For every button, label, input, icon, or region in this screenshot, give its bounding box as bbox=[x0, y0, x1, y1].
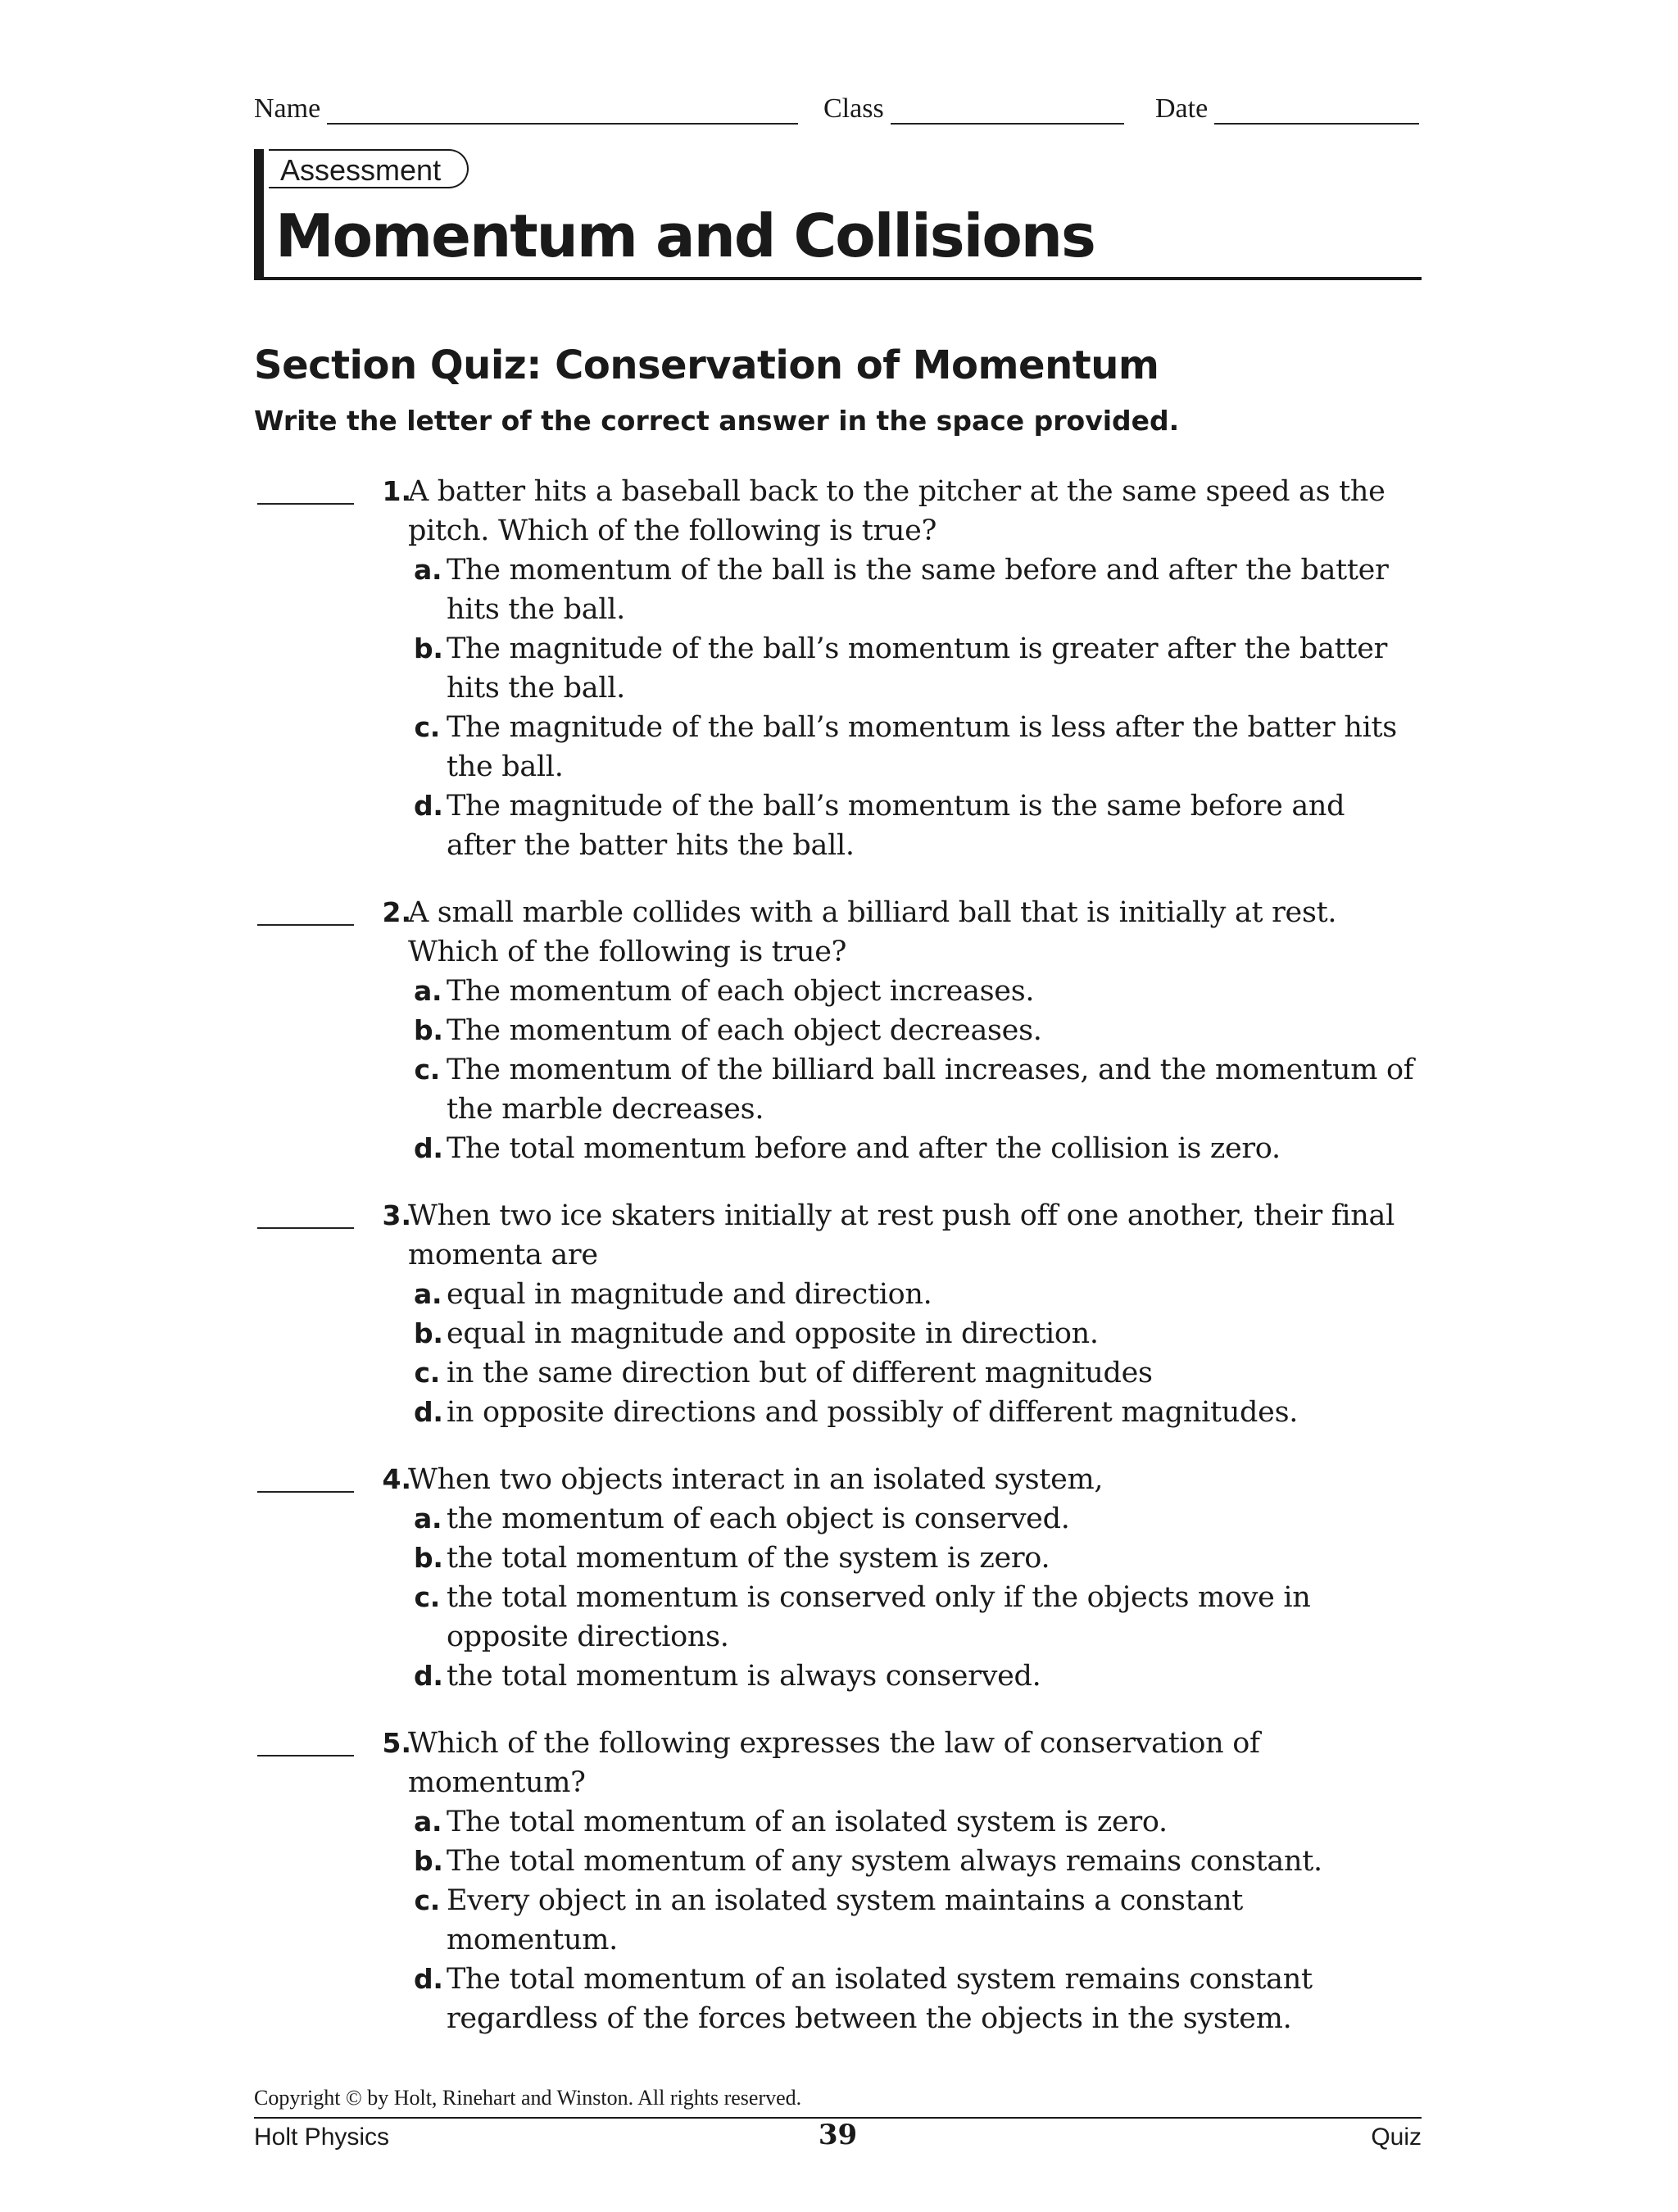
option-text: Every object in an isolated system maintains a constant momentum. bbox=[447, 1884, 1244, 1956]
question-number: 1. bbox=[382, 475, 411, 507]
class-line[interactable] bbox=[891, 92, 1124, 125]
answer-option bbox=[414, 1499, 1422, 1539]
option-letter: b. bbox=[414, 1845, 443, 1877]
option-text: The total momentum of any system always remains constant. bbox=[447, 1845, 1322, 1878]
answer-option bbox=[414, 1011, 1422, 1050]
option-text: The total momentum of an isolated system remains constant regardless of the forces between the objects in the system. bbox=[447, 1963, 1313, 2035]
answer-option bbox=[414, 1393, 1422, 1432]
date-line[interactable] bbox=[1214, 92, 1419, 125]
question-text: When two ice skaters initially at rest push off one another, their final momenta are bbox=[408, 1199, 1395, 1271]
worksheet-page bbox=[254, 0, 1422, 2212]
title-rule bbox=[264, 277, 1422, 280]
option-letter: c. bbox=[414, 1884, 440, 1916]
option-letter: c. bbox=[414, 1357, 440, 1389]
option-letter: c. bbox=[414, 1054, 440, 1086]
option-text: The momentum of the ball is the same before and after the batter hits the ball. bbox=[447, 554, 1389, 626]
question-item bbox=[254, 1724, 1422, 2038]
instructions: Write the letter of the correct answer in the space provided. bbox=[254, 405, 1180, 437]
answer-option bbox=[414, 1539, 1422, 1578]
answer-option bbox=[414, 1129, 1422, 1168]
option-text: equal in magnitude and direction. bbox=[447, 1278, 932, 1311]
option-text: The total momentum before and after the collision is zero. bbox=[447, 1132, 1281, 1165]
assessment-tag: Assessment bbox=[269, 149, 469, 188]
answer-option bbox=[414, 1275, 1422, 1314]
answer-option bbox=[414, 1578, 1422, 1657]
answer-option bbox=[414, 1960, 1422, 2038]
date-label: Date bbox=[1155, 93, 1209, 124]
option-text: the total momentum of the system is zero. bbox=[447, 1542, 1050, 1575]
option-text: in opposite directions and possibly of different magnitudes. bbox=[447, 1396, 1299, 1429]
answer-blank[interactable] bbox=[257, 1491, 354, 1493]
question-number: 4. bbox=[382, 1463, 411, 1495]
answer-option bbox=[414, 972, 1422, 1011]
option-text: The magnitude of the ball’s momentum is less after the batter hits the ball. bbox=[447, 711, 1397, 783]
section-title: Section Quiz: Conservation of Momentum bbox=[254, 342, 1159, 388]
footer-section-label: Quiz bbox=[1371, 2124, 1422, 2151]
option-text: the momentum of each object is conserved. bbox=[447, 1503, 1070, 1535]
option-text: the total momentum is conserved only if the objects move in opposite directions. bbox=[447, 1581, 1311, 1653]
option-letter: a. bbox=[414, 554, 442, 586]
answer-option bbox=[414, 629, 1422, 708]
option-letter: c. bbox=[414, 711, 440, 743]
option-letter: d. bbox=[414, 1963, 443, 1995]
answer-option bbox=[414, 786, 1422, 865]
option-letter: d. bbox=[414, 1396, 443, 1428]
option-text: the total momentum is always conserved. bbox=[447, 1660, 1041, 1693]
option-letter: a. bbox=[414, 1278, 442, 1310]
question-number: 5. bbox=[382, 1727, 411, 1759]
question-number: 2. bbox=[382, 896, 411, 928]
option-letter: d. bbox=[414, 1132, 443, 1164]
header-fields bbox=[254, 92, 1422, 133]
question-text: A batter hits a baseball back to the pitcher at the same speed as the pitch. Which of the following is true? bbox=[408, 475, 1385, 547]
option-letter: a. bbox=[414, 1503, 442, 1534]
option-letter: b. bbox=[414, 1014, 443, 1046]
question-item bbox=[254, 472, 1422, 865]
option-letter: d. bbox=[414, 790, 443, 822]
date-field[interactable] bbox=[1155, 92, 1419, 125]
name-label: Name bbox=[254, 93, 321, 124]
answer-option bbox=[414, 1802, 1422, 1842]
answer-option bbox=[414, 1353, 1422, 1393]
option-text: The total momentum of an isolated system is zero. bbox=[447, 1806, 1168, 1838]
question-number: 3. bbox=[382, 1199, 411, 1231]
answer-blank[interactable] bbox=[257, 924, 354, 926]
option-letter: a. bbox=[414, 1806, 442, 1838]
answer-option bbox=[414, 1050, 1422, 1129]
name-line[interactable] bbox=[327, 92, 798, 125]
class-field[interactable] bbox=[823, 92, 1124, 125]
question-text: When two objects interact in an isolated system, bbox=[408, 1463, 1104, 1496]
answer-blank[interactable] bbox=[257, 1755, 354, 1756]
question-item bbox=[254, 893, 1422, 1168]
question-item bbox=[254, 1460, 1422, 1696]
option-letter: b. bbox=[414, 1542, 443, 1574]
question-text: Which of the following expresses the law of conservation of momentum? bbox=[408, 1727, 1260, 1799]
option-letter: d. bbox=[414, 1660, 443, 1692]
option-text: The magnitude of the ball’s momentum is the same before and after the batter hits the ball. bbox=[447, 790, 1345, 862]
page-title: Momentum and Collisions bbox=[275, 202, 1095, 270]
answer-option bbox=[414, 708, 1422, 786]
option-letter: b. bbox=[414, 1317, 443, 1349]
answer-option bbox=[414, 1314, 1422, 1353]
page-number: 39 bbox=[818, 2119, 858, 2151]
question-text: A small marble collides with a billiard ball that is initially at rest. Which of the following is true? bbox=[408, 896, 1337, 968]
option-text: The momentum of each object increases. bbox=[447, 975, 1035, 1008]
option-text: The momentum of the billiard ball increases, and the momentum of the marble decreases. bbox=[447, 1054, 1414, 1126]
question-item bbox=[254, 1196, 1422, 1432]
title-side-bar bbox=[254, 149, 264, 280]
option-text: in the same direction but of different magnitudes bbox=[447, 1357, 1153, 1389]
class-label: Class bbox=[823, 93, 884, 124]
answer-blank[interactable] bbox=[257, 503, 354, 505]
option-text: The momentum of each object decreases. bbox=[447, 1014, 1042, 1047]
name-field[interactable] bbox=[254, 92, 798, 125]
footer-book-title: Holt Physics bbox=[254, 2124, 390, 2151]
answer-blank[interactable] bbox=[257, 1227, 354, 1229]
question-list bbox=[254, 472, 1422, 2066]
option-letter: c. bbox=[414, 1581, 440, 1613]
option-letter: b. bbox=[414, 632, 443, 664]
copyright-notice: Copyright © by Holt, Rinehart and Winston. All rights reserved. bbox=[254, 2086, 802, 2110]
answer-option bbox=[414, 551, 1422, 629]
option-text: The magnitude of the ball’s momentum is greater after the batter hits the ball. bbox=[447, 632, 1388, 705]
option-letter: a. bbox=[414, 975, 442, 1007]
answer-option bbox=[414, 1842, 1422, 1881]
answer-option bbox=[414, 1657, 1422, 1696]
option-text: equal in magnitude and opposite in direction. bbox=[447, 1317, 1099, 1350]
answer-option bbox=[414, 1881, 1422, 1960]
